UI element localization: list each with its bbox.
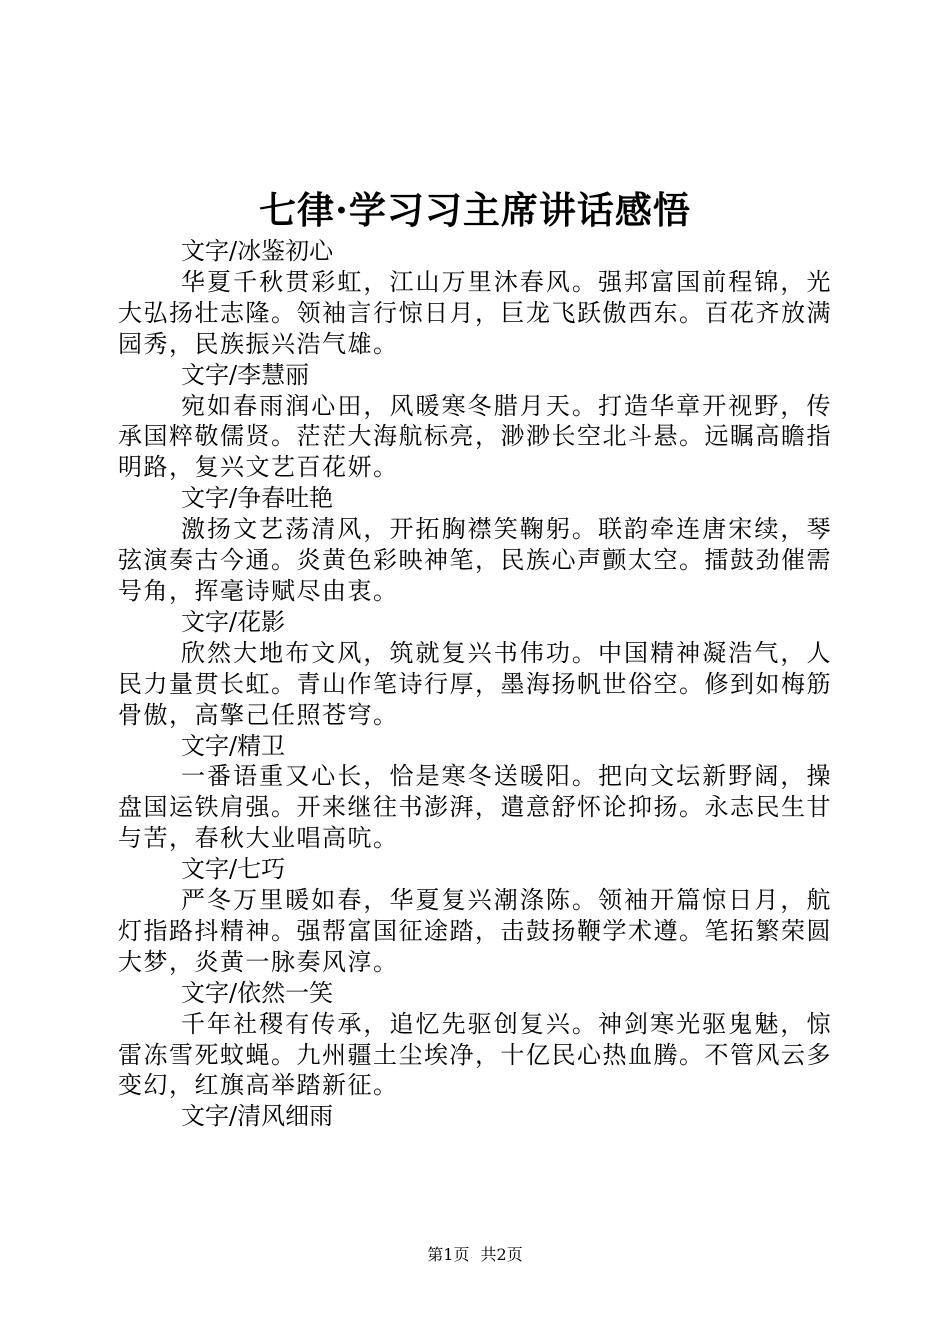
- poem-author: 文字/花影: [181, 607, 286, 636]
- poem-text: 千年社稷有传承，追忆先驱创复兴。神剑寒光驱鬼魅，惊雷冻雪死蚊蝇。九州疆土尘埃净，十亿民心热血腾。不管风云多变幻，红旗高举踏新征。: [118, 1009, 832, 1100]
- poem-text: 华夏千秋贯彩虹，江山万里沐春风。强邦富国前程锦，光大弘扬壮志隆。领袖言行惊日月，巨龙飞跃傲西东。百花齐放满园秀，民族振兴浩气雄。: [118, 267, 832, 358]
- poem-author: 文字/冰鉴初心: [181, 237, 334, 265]
- poem-text: 一番语重又心长，恰是寒冬送暖阳。把向文坛新野阔，操盘国运铁肩强。开来继往书澎湃，遣意舒怀论抑扬。永志民生甘与苦，春秋大业唱高吭。: [118, 762, 832, 853]
- poem-text: 欣然大地布文风，筑就复兴书伟功。中国精神凝浩气，人民力量贯长虹。青山作笔诗行厚，墨海扬帆世俗空。修到如梅筋骨傲，高擎己任照苍穹。: [118, 638, 832, 729]
- poem-text: 激扬文艺荡清风，开拓胸襟笑鞠躬。联韵牵连唐宋续，琴弦演奏古今通。炎黄色彩映神笔，民族心声颤太空。擂鼓劲催需号角，挥毫诗赋尽由衷。: [118, 515, 832, 605]
- poem-author: 文字/精卫: [181, 731, 286, 760]
- poem-text: 宛如春雨润心田，风暖寒冬腊月天。打造华章开视野，传承国粹敬儒贤。茫茫大海航标亮，渺渺长空北斗悬。远瞩高瞻指明路，复兴文艺百花妍。: [118, 391, 832, 482]
- poem-text: 严冬万里暖如春，华夏复兴潮涤陈。领袖开篇惊日月，航灯指路抖精神。强帮富国征途踏，击鼓扬鞭学术遵。笔拓繁荣圆大梦，炎黄一脉奏风淳。: [118, 886, 832, 976]
- page-footer: [0, 1244, 950, 1266]
- page-number: 第1页: [427, 1245, 470, 1264]
- poem-author: 文字/七巧: [181, 855, 286, 884]
- page-total: 共2页: [480, 1245, 523, 1264]
- poem-author: 文字/清风细雨: [181, 1102, 334, 1131]
- document-title: 七律·学习习主席讲话感悟: [259, 188, 691, 232]
- poem-author: 文字/李慧丽: [181, 360, 310, 389]
- poem-author: 文字/争春吐艳: [181, 484, 334, 513]
- poem-list: [118, 236, 832, 1132]
- poem-author: 文字/依然一笑: [181, 978, 334, 1007]
